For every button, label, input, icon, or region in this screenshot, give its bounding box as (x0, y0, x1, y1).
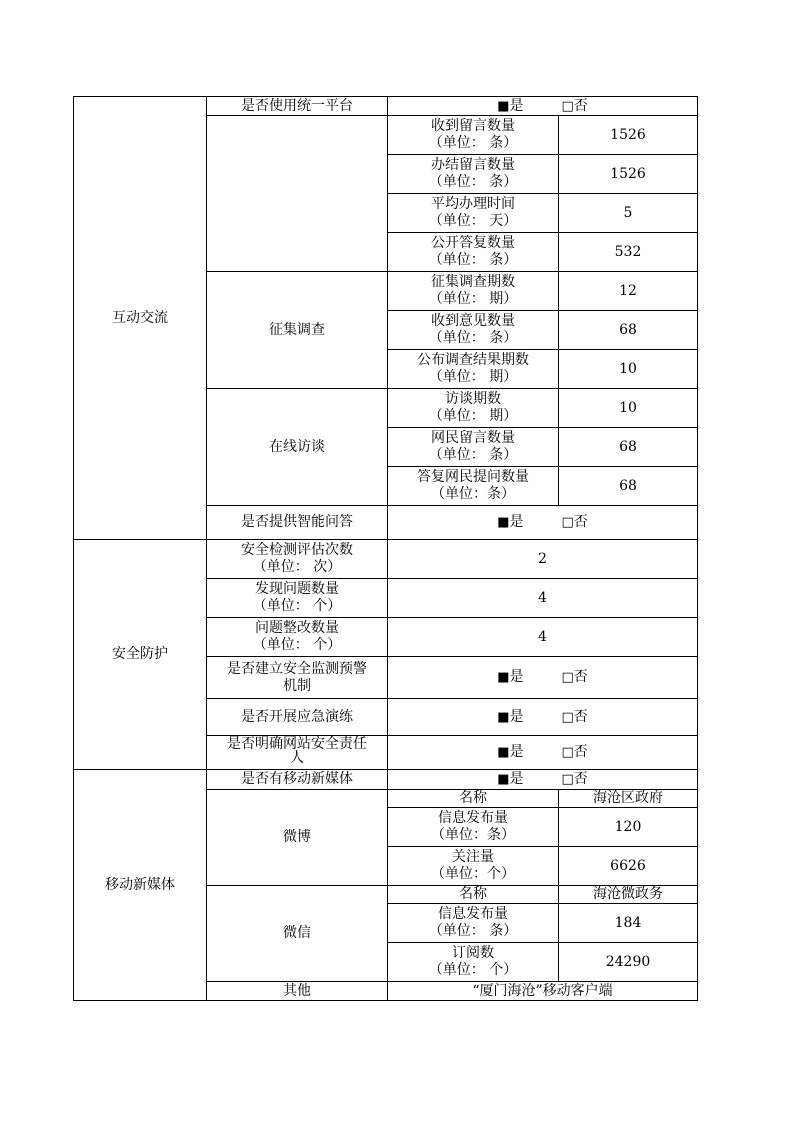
metric-value: 12 (559, 272, 698, 311)
empty-square-icon: □ (561, 98, 574, 114)
metric-name: 信息发布量 （单位： 条） (388, 904, 559, 943)
metric-name: 收到意见数量 （单位： 条） (388, 311, 559, 350)
metric-value: 68 (559, 428, 698, 467)
metric-value: 68 (559, 311, 698, 350)
metric-value: 184 (559, 904, 698, 943)
metric-value: 1526 (559, 155, 698, 194)
filled-square-icon: ■ (497, 98, 510, 114)
filled-square-icon: ■ (497, 670, 510, 685)
check-options: ■是 □否 (388, 699, 698, 736)
metric-name: 办结留言数量 （单位： 条） (388, 155, 559, 194)
metric-name: 问题整改数量 （单位： 个） (207, 618, 388, 657)
smart-qa-label: 是否提供智能问答 (207, 506, 388, 540)
metric-value: 10 (559, 389, 698, 428)
check-label: 是否建立安全监测预警 机制 (207, 657, 388, 699)
interview-label: 在线访谈 (207, 389, 388, 506)
has-media-label: 是否有移动新媒体 (207, 770, 388, 790)
metric-name: 订阅数 （单位： 个） (388, 943, 559, 982)
metric-value: 68 (559, 467, 698, 506)
metric-name: 信息发布量 （单位：条） (388, 808, 559, 847)
metric-name: 安全检测评估次数 （单位： 次） (207, 540, 388, 579)
section-media: 移动新媒体 (74, 770, 207, 1001)
metric-value: 120 (559, 808, 698, 847)
smart-qa-options: ■是 □否 (388, 506, 698, 540)
wechat-label: 微信 (207, 886, 388, 982)
check-options: ■是 □否 (388, 657, 698, 699)
filled-square-icon: ■ (497, 745, 510, 760)
section-security: 安全防护 (74, 540, 207, 770)
metric-name: 征集调查期数 （单位： 期） (388, 272, 559, 311)
metric-name: 平均办理时间 （单位： 天） (388, 194, 559, 233)
account-name-label: 名称 (388, 886, 559, 904)
metric-value: 4 (388, 579, 698, 618)
unified-platform-label: 是否使用统一平台 (207, 97, 388, 116)
metric-name: 关注量 （单位：个） (388, 847, 559, 886)
metric-value: 4 (388, 618, 698, 657)
metric-value: 5 (559, 194, 698, 233)
metric-value: 532 (559, 233, 698, 272)
metric-value: 10 (559, 350, 698, 389)
empty-square-icon: □ (561, 709, 574, 725)
table-row (74, 97, 698, 116)
account-name-value: 海沧微政务 (559, 886, 698, 904)
metric-value: 6626 (559, 847, 698, 886)
weibo-label: 微博 (207, 790, 388, 886)
messages-group-cell (207, 116, 388, 272)
filled-square-icon: ■ (497, 515, 510, 530)
metric-value: 24290 (559, 943, 698, 982)
metric-name: 发现问题数量 （单位： 个） (207, 579, 388, 618)
other-value: “厦门海沧”移动客户端 (388, 982, 698, 1001)
filled-square-icon: ■ (497, 709, 510, 725)
metric-name: 公开答复数量 （单位： 条） (388, 233, 559, 272)
unified-platform-options: ■是 □否 (388, 97, 698, 116)
check-label: 是否明确网站安全责任 人 (207, 736, 388, 770)
metric-value: 2 (388, 540, 698, 579)
report-table (73, 96, 698, 1001)
metric-name: 收到留言数量 （单位： 条） (388, 116, 559, 155)
table-row (74, 770, 698, 790)
empty-square-icon: □ (561, 670, 574, 685)
other-label: 其他 (207, 982, 388, 1001)
metric-name: 访谈期数 （单位： 期） (388, 389, 559, 428)
check-label: 是否开展应急演练 (207, 699, 388, 736)
has-media-options: ■是 □否 (388, 770, 698, 790)
metric-value: 1526 (559, 116, 698, 155)
survey-label: 征集调查 (207, 272, 388, 389)
metric-name: 答复网民提问数量 （单位：条） (388, 467, 559, 506)
check-options: ■是 □否 (388, 736, 698, 770)
account-name-value: 海沧区政府 (559, 790, 698, 808)
empty-square-icon: □ (561, 772, 574, 787)
section-interaction: 互动交流 (74, 97, 207, 540)
table-row (74, 540, 698, 579)
account-name-label: 名称 (388, 790, 559, 808)
filled-square-icon: ■ (497, 772, 510, 787)
metric-name: 公布调查结果期数 （单位： 期） (388, 350, 559, 389)
empty-square-icon: □ (561, 515, 574, 530)
metric-name: 网民留言数量 （单位： 条） (388, 428, 559, 467)
empty-square-icon: □ (561, 745, 574, 760)
